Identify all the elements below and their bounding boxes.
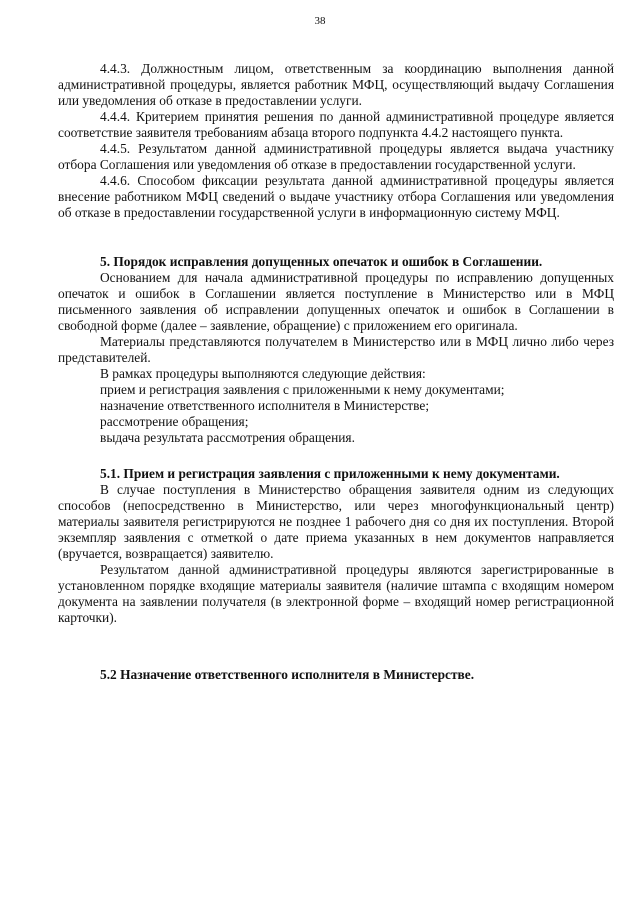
page-number: 38 bbox=[314, 15, 326, 27]
document-body bbox=[58, 61, 614, 683]
paragraph-4-4-4: 4.4.4. Критерием принятия решения по данной административной процедуре является соответствие заявителя требованиям абзаца второго подпункта 4.4.2 настоящего пункта. bbox=[58, 109, 614, 140]
paragraph-4-4-5: 4.4.5. Результатом данной административной процедуры является выдача участнику отбора Соглашения или уведомления об отказе в предоставлении государственной услуги. bbox=[58, 141, 614, 172]
spacer bbox=[58, 221, 614, 254]
action-item: прием и регистрация заявления с приложенными к нему документами; bbox=[100, 382, 505, 397]
action-item: назначение ответственного исполнителя в Министерстве; bbox=[100, 398, 430, 413]
action-item: выдача результата рассмотрения обращения. bbox=[100, 430, 355, 445]
section-5-paragraph: Материалы представляются получателем в Министерство или в МФЦ лично либо через представителей. bbox=[58, 334, 614, 365]
paragraph-4-4-6: 4.4.6. Способом фиксации результата данной административной процедуры является внесение работником МФЦ сведений о выдаче участнику отбора Соглашения или уведомления об отказе в предоставлении государственной услуги в информационную систему МФЦ. bbox=[58, 173, 614, 220]
section-5-heading: 5. Порядок исправления допущенных опечаток и ошибок в Соглашении. bbox=[100, 254, 543, 269]
paragraph-4-4-3: 4.4.3. Должностным лицом, ответственным за координацию выполнения данной административной процедуры, является работник МФЦ, осуществляющий выдачу Соглашения или уведомления об отказе в предоставлении услуги. bbox=[58, 61, 614, 108]
section-5-1-paragraph: Результатом данной административной процедуры являются зарегистрированные в установленном порядке входящие материалы заявителя (наличие штампа с входящим номером документа на заявлении получателя (в электронной форме – входящий номер регистрационной карточки). bbox=[58, 562, 614, 625]
section-5-paragraph: В рамках процедуры выполняются следующие действия: bbox=[100, 366, 426, 381]
section-5-1-paragraph: В случае поступления в Министерство обращения заявителя одним из следующих способов (непосредственно в Министерство, или через многофункциональный центр) материалы заявителя регистрируются не позднее 1 рабочего дня со дня их поступления. Второй экземпляр заявления с отметкой о дате приема указанных в нем документов направляется (вручается, возвращается) заявителю. bbox=[58, 482, 614, 561]
action-item: рассмотрение обращения; bbox=[100, 414, 249, 429]
section-5-paragraph: Основанием для начала административной процедуры по исправлению допущенных опечаток и ошибок в Соглашении является поступление в Министерство или в МФЦ письменного заявления об исправлении допущенных опечаток и ошибок в Соглашении в свободной форме (далее – заявление, обращение) с приложением его оригинала. bbox=[58, 270, 614, 333]
section-5-1-heading: 5.1. Прием и регистрация заявления с приложенными к нему документами. bbox=[100, 466, 560, 481]
section-5-2-heading: 5.2 Назначение ответственного исполнителя в Министерстве. bbox=[100, 667, 475, 682]
spacer bbox=[58, 626, 614, 667]
spacer bbox=[58, 446, 614, 466]
